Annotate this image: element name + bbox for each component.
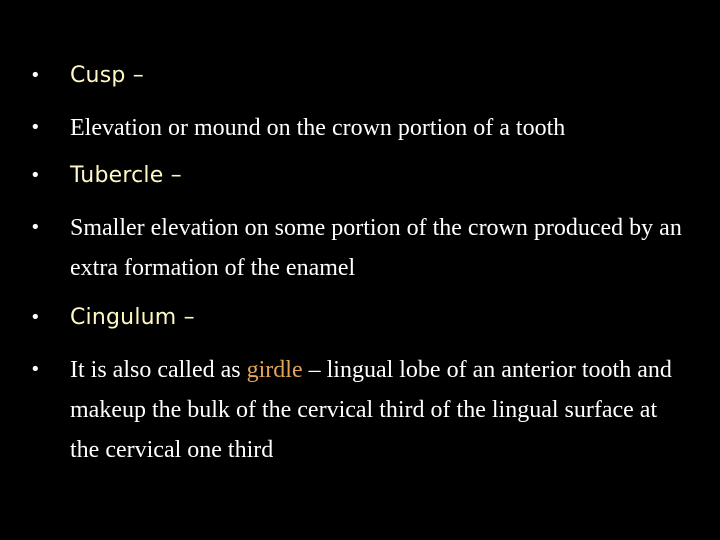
bullet-icon: • [30, 65, 41, 86]
term-tubercle: Tubercle – [70, 163, 182, 188]
bullet-item-tubercle-description [30, 208, 690, 288]
description-tubercle: Smaller elevation on some portion of the crown produced by an extra formation of the enamel [70, 215, 682, 281]
bullet-icon: • [30, 359, 41, 380]
description-cingulum [70, 350, 690, 470]
bullet-icon: • [30, 117, 41, 138]
bullet-icon: • [30, 165, 41, 186]
description-cingulum-lead: It is also called as [70, 357, 247, 383]
bullet-item-cusp-term [30, 56, 690, 96]
description-cingulum-rest: – lingual lobe of an anterior tooth and makeup the bulk of the cervical third of the lingual surface at the cervical one third [70, 357, 672, 463]
description-cusp: Elevation or mound on the crown portion of a tooth [70, 115, 566, 141]
bullet-item-tubercle-term [30, 156, 690, 196]
bullet-icon: • [30, 307, 41, 328]
bullet-icon: • [30, 217, 41, 238]
term-cusp: Cusp – [70, 63, 144, 88]
bullet-item-cingulum-term [30, 298, 690, 338]
bullet-item-cingulum-description [30, 350, 690, 470]
highlighted-term-girdle: girdle [246, 357, 303, 383]
term-cingulum: Cingulum – [70, 305, 195, 330]
bullet-item-cusp-description [30, 108, 690, 148]
